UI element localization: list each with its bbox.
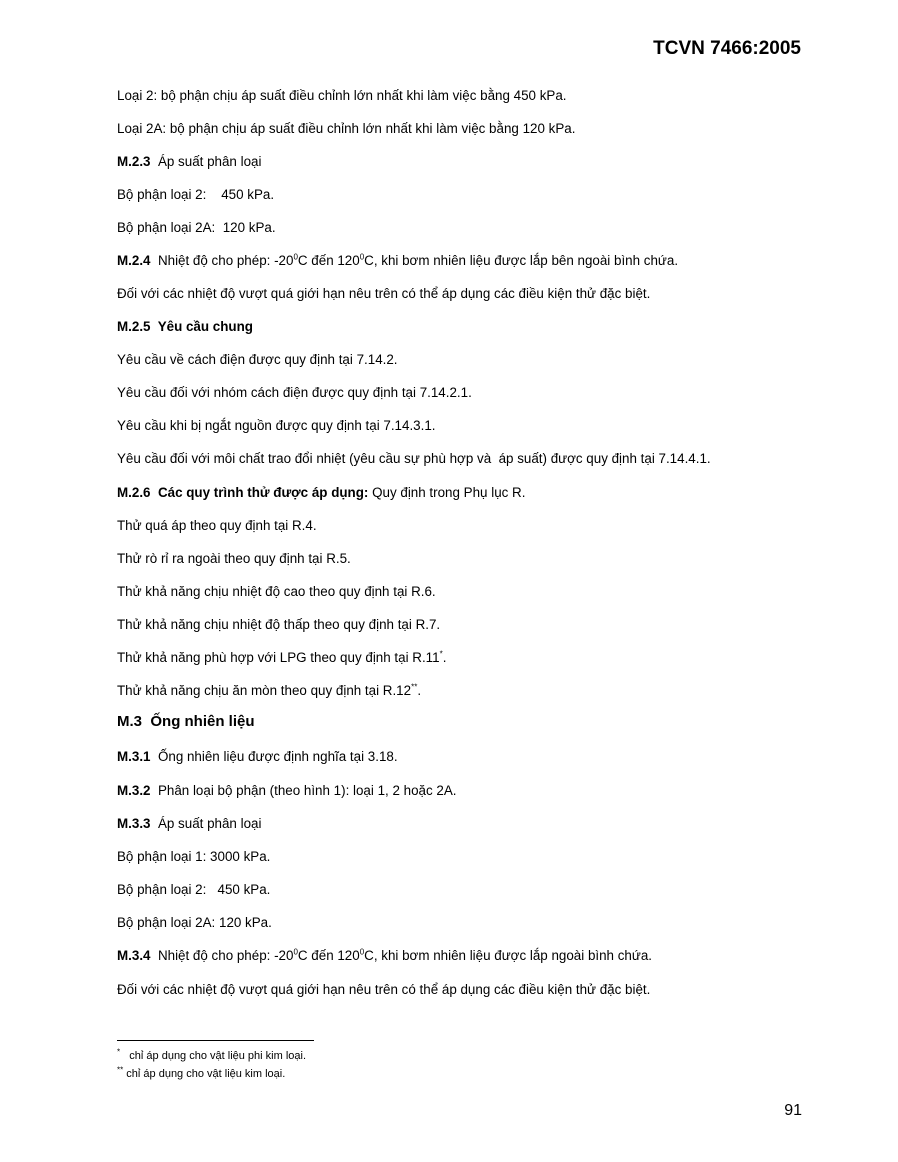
footnote-ref: ** xyxy=(411,682,418,692)
section-title: Áp suất phân loại xyxy=(157,816,262,831)
temp-text: C đến 120 xyxy=(297,253,360,268)
pressure-class-2: Bộ phận loại 2: 450 kPa. xyxy=(117,882,271,897)
footnote-divider xyxy=(117,1040,314,1041)
section-number: M.2.3 xyxy=(117,154,151,169)
section-number: M.3.4 xyxy=(117,948,151,963)
section-m-2-4 xyxy=(117,253,678,269)
test-text-end: . xyxy=(442,650,447,665)
test-text: Thử khả năng phù hợp với LPG theo quy định tại R.11 xyxy=(117,650,440,665)
temp-text: Nhiệt độ cho phép: -20 xyxy=(157,253,294,268)
degree-sup: 0 xyxy=(359,947,365,957)
pressure-class-1: Bộ phận loại 1: 3000 kPa. xyxy=(117,849,271,864)
page-number: 91 xyxy=(784,1102,802,1119)
test-item: Thử khả năng chịu nhiệt độ thấp theo quy định tại R.7. xyxy=(117,617,441,632)
degree-sup: 0 xyxy=(359,252,365,262)
section-text: Quy định trong Phụ lục R. xyxy=(368,485,526,500)
test-text-end: . xyxy=(417,683,422,698)
section-number: M.2.5 xyxy=(117,319,151,334)
requirement-item: Yêu cầu đối với nhóm cách điện được quy định tại 7.14.2.1. xyxy=(117,385,472,400)
section-m-2-6 xyxy=(117,485,525,501)
temp-text: C, khi bơm nhiên liệu được lắp ngoài bình chứa. xyxy=(364,948,652,963)
pressure-class-2: Bộ phận loại 2: 450 kPa. xyxy=(117,187,275,202)
section-text: Ống nhiên liệu được định nghĩa tại 3.18. xyxy=(157,749,398,764)
test-text: Thử khả năng chịu ăn mòn theo quy định tại R.12 xyxy=(117,683,412,698)
paragraph-loai-2a: Loại 2A: bộ phận chịu áp suất điều chỉnh lớn nhất khi làm việc bằng 120 kPa. xyxy=(117,121,576,136)
requirement-item: Yêu cầu khi bị ngắt nguồn được quy định tại 7.14.3.1. xyxy=(117,418,436,433)
paragraph-loai-2: Loại 2: bộ phận chịu áp suất điều chỉnh lớn nhất khi làm việc bằng 450 kPa. xyxy=(117,88,567,103)
section-text: Phân loại bộ phận (theo hình 1): loại 1, 2 hoặc 2A. xyxy=(157,783,457,798)
requirement-item: Yêu cầu về cách điện được quy định tại 7.14.2. xyxy=(117,352,398,367)
degree-sup: 0 xyxy=(293,947,298,957)
section-number: M.2.4 xyxy=(117,253,151,268)
section-m-3-1 xyxy=(117,749,398,765)
temp-text: Nhiệt độ cho phép: -20 xyxy=(157,948,294,963)
footnote-ref: * xyxy=(439,649,443,659)
section-m-2-5 xyxy=(117,319,253,335)
document-standard-code: TCVN 7466:2005 xyxy=(653,38,801,59)
test-item: Thử khả năng chịu nhiệt độ cao theo quy định tại R.6. xyxy=(117,584,436,599)
footnote-mark: * xyxy=(117,1047,121,1057)
footnote-text: chỉ áp dụng cho vật liệu phi kim loại. xyxy=(129,1050,307,1062)
temp-text: C, khi bơm nhiên liệu được lắp bên ngoài bình chứa. xyxy=(364,253,679,268)
heading-m-3 xyxy=(117,714,255,730)
section-m-3-3 xyxy=(117,816,261,832)
requirement-item: Yêu cầu đối với môi chất trao đổi nhiệt (yêu cầu sự phù hợp và áp suất) được quy định tại 7.14.4.1. xyxy=(117,451,711,466)
section-title: Các quy trình thử được áp dụng: xyxy=(157,485,369,500)
section-number: M.2.6 xyxy=(117,485,151,500)
test-item: Thử quá áp theo quy định tại R.4. xyxy=(117,518,317,533)
footnote xyxy=(117,1065,286,1081)
test-item xyxy=(117,683,421,699)
section-number: M.3.1 xyxy=(117,749,151,764)
paragraph-special-conditions: Đối với các nhiệt độ vượt quá giới hạn nêu trên có thể áp dụng các điều kiện thử đặc biệt. xyxy=(117,286,651,301)
paragraph-special-conditions: Đối với các nhiệt độ vượt quá giới hạn nêu trên có thể áp dụng các điều kiện thử đặc biệt. xyxy=(117,982,651,997)
footnote xyxy=(117,1047,307,1063)
degree-sup: 0 xyxy=(293,252,298,262)
section-m-3-4 xyxy=(117,948,652,964)
section-m-2-3 xyxy=(117,154,261,170)
section-title: Ống nhiên liệu xyxy=(150,713,255,730)
section-title: Yêu cầu chung xyxy=(157,319,253,334)
section-title: Áp suất phân loại xyxy=(157,154,262,169)
test-item: Thử rò rỉ ra ngoài theo quy định tại R.5. xyxy=(117,551,351,566)
test-item xyxy=(117,650,446,666)
temp-text: C đến 120 xyxy=(297,948,360,963)
footnote-text: chỉ áp dụng cho vật liệu kim loại. xyxy=(126,1068,286,1080)
section-number: M.3.2 xyxy=(117,783,151,798)
section-number: M.3.3 xyxy=(117,816,151,831)
section-m-3-2 xyxy=(117,783,456,799)
footnote-mark: ** xyxy=(117,1065,124,1075)
section-number: M.3 xyxy=(117,713,143,730)
pressure-class-2a: Bộ phận loại 2A: 120 kPa. xyxy=(117,915,272,930)
pressure-class-2a: Bộ phận loại 2A: 120 kPa. xyxy=(117,220,276,235)
